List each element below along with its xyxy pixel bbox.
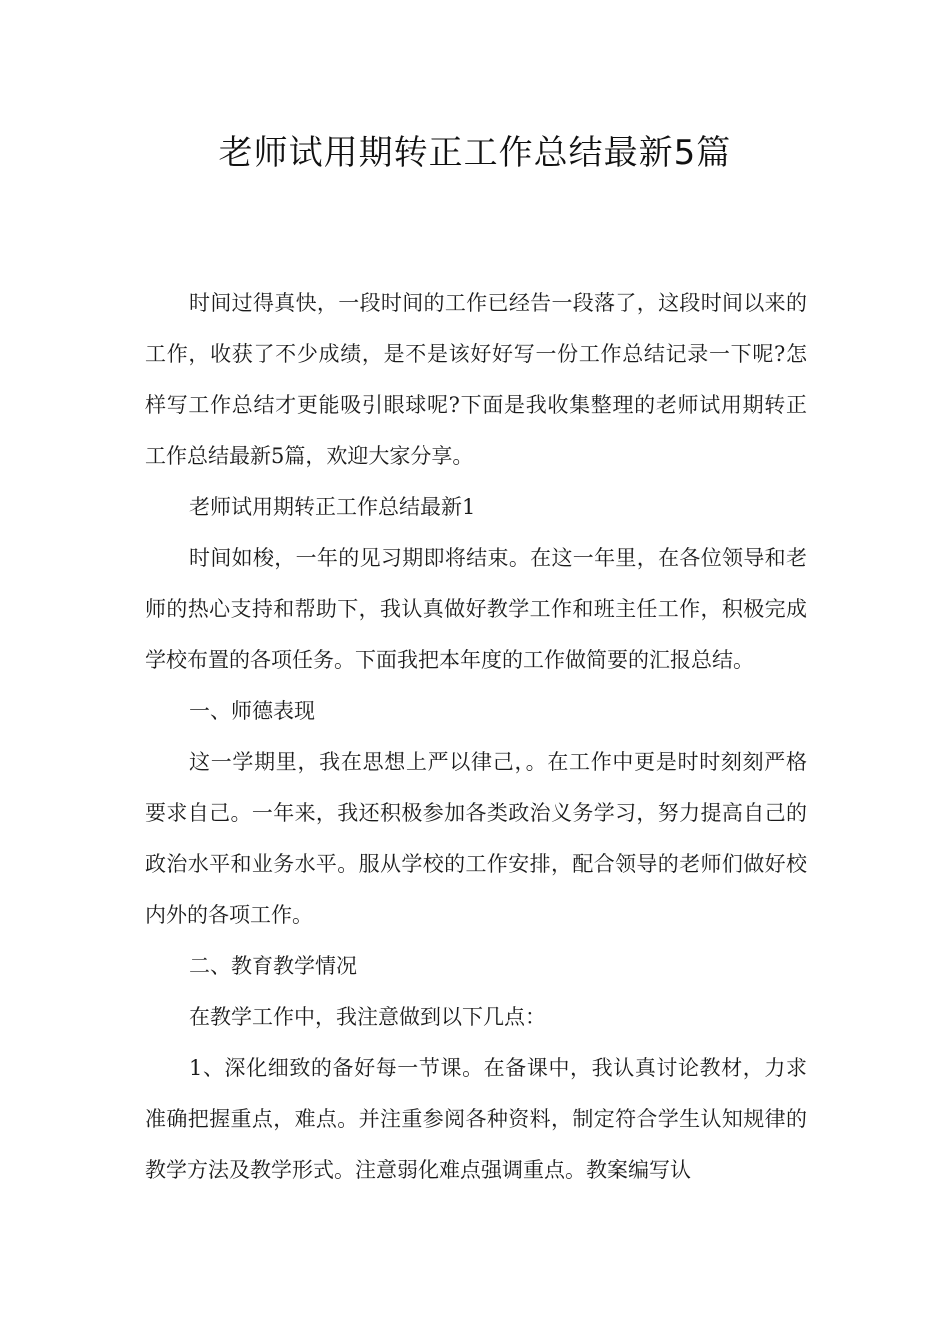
document-body bbox=[145, 278, 807, 1196]
paragraph-4: 1、深化细致的备好每一节课。在备课中，我认真讨论教材，力求准确把握重点，难点。并注重参阅各种资料，制定符合学生认知规律的教学方法及教学形式。注意弱化难点强调重点。教案编写认 bbox=[145, 1056, 807, 1182]
heading-ethics: 一、师德表现 bbox=[189, 699, 315, 723]
paragraph-1: 时间如梭，一年的见习期即将结束。在这一年里，在各位领导和老师的热心支持和帮助下，我认真做好教学工作和班主任工作，积极完成学校布置的各项任务。下面我把本年度的工作做简要的汇报总结。 bbox=[145, 546, 807, 672]
section-title: 老师试用期转正工作总结最新1 bbox=[189, 495, 476, 519]
paragraph-2: 这一学期里，我在思想上严以律己，。在工作中更是时时刻刻严格要求自己。一年来，我还积极参加各类政治义务学习，努力提高自己的政治水平和业务水平。服从学校的工作安排，配合领导的老师们做好校内外的各项工作。 bbox=[145, 750, 807, 927]
paragraph-3: 在教学工作中，我注意做到以下几点： bbox=[189, 1005, 546, 1029]
intro-paragraph: 时间过得真快，一段时间的工作已经告一段落了，这段时间以来的工作，收获了不少成绩，是不是该好好写一份工作总结记录一下呢?怎样写工作总结才更能吸引眼球呢?下面是我收集整理的老师试用期转正工作总结最新5篇，欢迎大家分享。 bbox=[145, 291, 807, 468]
document-title: 老师试用期转正工作总结最新5篇 bbox=[218, 133, 732, 173]
heading-teaching: 二、教育教学情况 bbox=[189, 954, 357, 978]
